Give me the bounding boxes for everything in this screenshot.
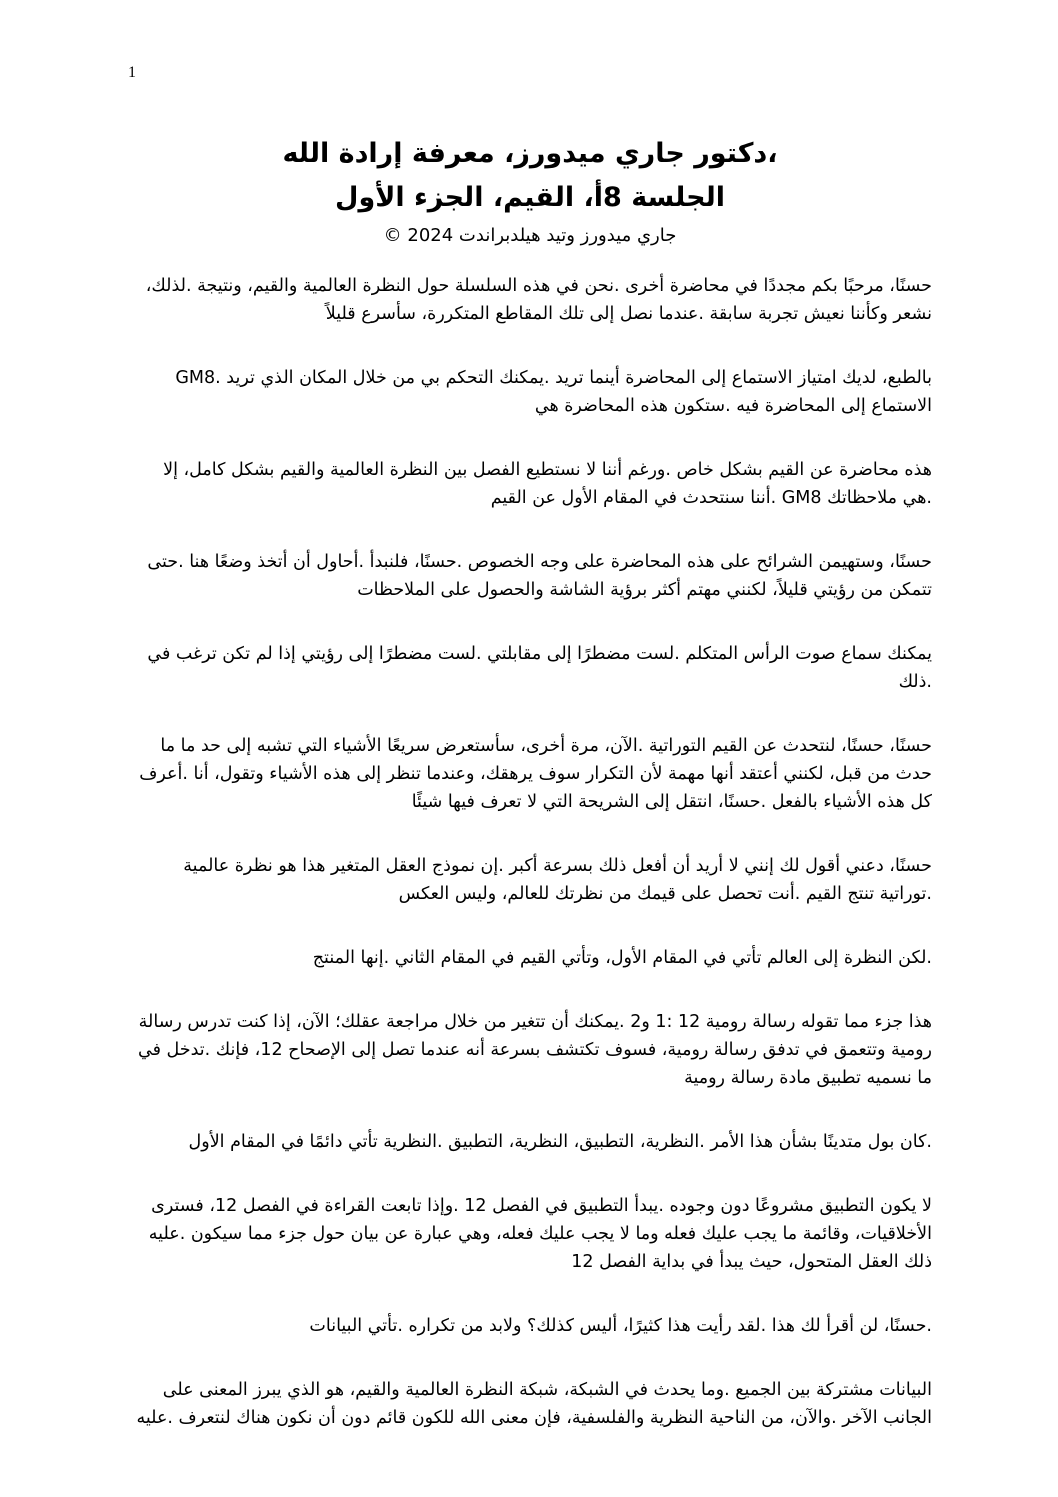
paragraph: حسنًا، حسنًا، لنتحدث عن القيم التوراتية .الآن، مرة أخرى، سأستعرض سريعًا الأشياء التي تشبه إلى حد ما ما حدث من قبل، لكنني أعتقد أنها مهمة لأن التكرار سوف يرهقك، وعندما تنظر إلى هذه الأشياء وتقول، أنا .أعرف كل هذه الأشياء بالفعل .حسنًا، انتقل إلى الشريحة التي لا تعرف فيها شيئًا [139,736,932,812]
paragraph: .حسنًا، لن أقرأ لك هذا .لقد رأيت هذا كثيرًا، أليس كذلك؟ ولابد من تكراره .تأتي البيانات [309,1316,932,1336]
paragraph: يمكنك سماع صوت الرأس المتكلم .لست مضطرًا إلى مقابلتي .لست مضطرًا إلى رؤيتي إذا لم تكن ترغب في .ذلك [147,644,932,692]
paragraph: هذه محاضرة عن القيم بشكل خاص .ورغم أننا لا نستطيع الفصل بين النظرة العالمية والقيم بشكل كامل، إلا .هي ملاحظاتك GM8 .أننا سنتحدث في المقام الأول عن القيم [163,460,932,508]
page-number: 1 [128,64,136,81]
copyright-line: جاري ميدورز وتيد هيلدبراندت 2024 © [383,225,677,246]
paragraph: بالطبع، لديك امتياز الاستماع إلى المحاضرة أينما تريد .يمكنك التحكم بي من خلال المكان الذي تريد .GM8 الاستماع إلى المحاضرة فيه .ستكون هذه المحاضرة هي [175,368,932,416]
paragraph: حسنًا، مرحبًا بكم مجددًا في محاضرة أخرى .نحن في هذه السلسلة حول النظرة العالمية والقيم، ونتيجة .لذلك، نشعر وكأننا نعيش تجربة سابقة .عندما نصل إلى تلك المقاطع المتكررة، سأسرع قليلاً [145,276,932,324]
paragraph: لا يكون التطبيق مشروعًا دون وجوده .يبدأ التطبيق في الفصل 12 .وإذا تابعت القراءة في الفصل 12، فسترى الأخلاقيات، وقائمة ما يجب عليك فعله وما لا يجب عليك فعله، وهي عبارة عن بيان حول جزء مما سيكون .عليه ذلك العقل المتحول، حيث يبدأ في بداية الفصل 12 [148,1196,932,1272]
paragraph: هذا جزء مما تقوله رسالة رومية 12 :1 و2 .يمكنك أن تتغير من خلال مراجعة عقلك؛ الآن، إذا كنت تدرس رسالة رومية وتتعمق في تدفق رسالة رومية، فسوف تكتشف بسرعة أنه عندما تصل إلى الإصحاح 12، فإنك .تدخل في ما نسميه تطبيق مادة رسالة رومية [138,1012,932,1088]
paragraph: .كان بول متدينًا بشأن هذا الأمر .النظرية، التطبيق، النظرية، التطبيق .النظرية تأتي دائمًا في المقام الأول [188,1132,932,1152]
title-line-2: الجلسة 8أ، القيم، الجزء الأول [335,182,725,213]
title-line-1: ،دكتور جاري ميدورز، معرفة إرادة الله [282,138,778,169]
paragraph: البيانات مشتركة بين الجميع .وما يحدث في الشبكة، شبكة النظرة العالمية والقيم، هو الذي يبرز المعنى على الجانب الآخر .والآن، من الناحية النظرية والفلسفية، فإن معنى الله للكون قائم دون أن نكون هناك لنتعرف .عليه [136,1380,932,1428]
paragraph: حسنًا، وستهيمن الشرائح على هذه المحاضرة على وجه الخصوص .حسنًا، فلنبدأ .أحاول أن أتخذ وضعًا هنا .حتى تتمكن من رؤيتي قليلاً، لكنني مهتم أكثر برؤية الشاشة والحصول على الملاحظات [147,552,932,600]
document-body [132,272,932,1468]
document-header [130,132,930,250]
paragraph: حسنًا، دعني أقول لك إنني لا أريد أن أفعل ذلك بسرعة أكبر .إن نموذج العقل المتغير هذا هو نظرة عالمية .توراتية تنتج القيم .أنت تحصل على قيمك من نظرتك للعالم، وليس العكس [183,856,932,904]
paragraph: .لكن النظرة إلى العالم تأتي في المقام الأول، وتأتي القيم في المقام الثاني .إنها المنتج [312,948,932,968]
